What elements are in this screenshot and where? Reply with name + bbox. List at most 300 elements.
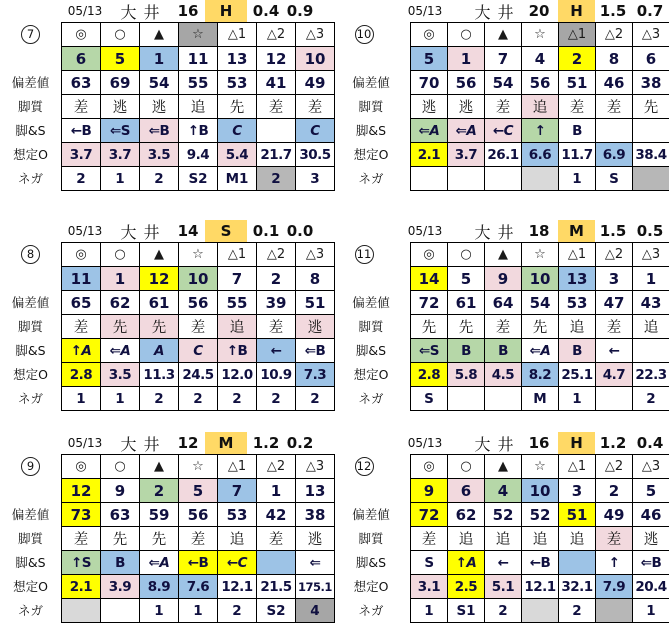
kyaku-s-cell: ⇐B	[633, 551, 669, 575]
marks-cell: ▲	[485, 243, 522, 267]
hensachi-cell: 47	[596, 291, 633, 315]
nega-cell: 1	[101, 167, 140, 191]
kyakushitsu-cell: 差	[62, 315, 101, 339]
race-table-10	[335, 0, 669, 192]
kyaku-s-cell: ←B	[62, 119, 101, 143]
header-pace-badge: M	[558, 220, 595, 242]
horse-number-cell: 3	[596, 267, 633, 291]
hensachi-cell: 56	[179, 503, 218, 527]
horse-number-cell: 11	[62, 267, 101, 291]
kyakushitsu-cell: 差	[179, 315, 218, 339]
marks-cell: ☆	[522, 455, 559, 479]
marks-cell: ◎	[62, 23, 101, 47]
soutei-o-cell: 20.4	[633, 575, 669, 599]
horse-number-cell: 1	[633, 267, 669, 291]
nega-cell: 1	[179, 599, 218, 623]
race-number	[0, 454, 61, 478]
row-label-kyaku-s: 脚&S	[355, 555, 387, 570]
horse-number-cell: 6	[62, 47, 101, 71]
header-head-count: 18	[528, 222, 550, 240]
hensachi-cell: 69	[101, 71, 140, 95]
header-date: 05/13	[67, 4, 103, 18]
race-number-text: 8	[21, 245, 40, 264]
header-date: 05/13	[407, 436, 443, 450]
row-label-nega: ネガ	[358, 603, 384, 618]
soutei-o-cell: 6.6	[522, 143, 559, 167]
soutei-o-cell: 7.3	[296, 363, 335, 387]
marks-cell: △3	[633, 243, 669, 267]
hensachi-cell: 65	[62, 291, 101, 315]
horse-number-cell: 6	[633, 47, 669, 71]
hensachi-cell: 55	[218, 291, 257, 315]
soutei-o-cell: 9.4	[179, 143, 218, 167]
header-track-name: 大井	[120, 222, 167, 242]
kyaku-s-cell: ↑S	[62, 551, 101, 575]
kyakushitsu-cell: 先	[411, 315, 448, 339]
kyakushitsu-cell: 追	[522, 95, 559, 119]
kyaku-s-cell	[596, 119, 633, 143]
hensachi-cell: 53	[218, 71, 257, 95]
nega-cell: 1	[62, 387, 101, 411]
race-number	[0, 22, 61, 46]
kyakushitsu-cell: 逃	[296, 527, 335, 551]
race-number	[335, 22, 393, 46]
marks-cell: ▲	[485, 23, 522, 47]
nega-cell	[448, 167, 485, 191]
marks-cell: ▲	[140, 243, 179, 267]
marks-cell: ○	[448, 243, 485, 267]
hensachi-cell: 52	[485, 503, 522, 527]
race-number-text: 7	[21, 25, 40, 44]
header-date: 05/13	[67, 224, 103, 238]
row-label-kyakushitsu: 脚質	[17, 531, 43, 546]
hensachi-cell: 62	[101, 291, 140, 315]
hensachi-cell: 51	[296, 291, 335, 315]
marks-cell: ▲	[485, 455, 522, 479]
kyakushitsu-cell: 差	[62, 95, 101, 119]
header-pace-badge: H	[205, 0, 247, 22]
soutei-o-cell: 6.9	[596, 143, 633, 167]
soutei-o-cell: 175.1	[296, 575, 335, 599]
row-label-kyaku-s: 脚&S	[15, 343, 46, 358]
hensachi-cell: 46	[596, 71, 633, 95]
kyaku-s-cell: ↑A	[62, 339, 101, 363]
race-number-text: 10	[355, 25, 374, 44]
header-track-name: 大井	[120, 2, 167, 22]
horse-number-cell: 7	[218, 479, 257, 503]
kyaku-s-cell: B	[559, 339, 596, 363]
marks-cell: ☆	[522, 23, 559, 47]
hensachi-cell: 54	[485, 71, 522, 95]
kyaku-s-cell: B	[448, 339, 485, 363]
hensachi-cell: 55	[179, 71, 218, 95]
row-label-kyaku-s: 脚&S	[355, 343, 387, 358]
hensachi-cell: 56	[522, 71, 559, 95]
race-number-text: 9	[21, 457, 40, 476]
soutei-o-cell: 2.1	[411, 143, 448, 167]
nega-cell	[596, 599, 633, 623]
kyaku-s-cell: ←	[485, 551, 522, 575]
kyakushitsu-cell: 逃	[633, 527, 669, 551]
marks-cell: △2	[596, 455, 633, 479]
kyakushitsu-cell: 追	[485, 527, 522, 551]
hensachi-cell: 52	[522, 503, 559, 527]
kyakushitsu-cell: 差	[257, 315, 296, 339]
hensachi-cell: 63	[62, 71, 101, 95]
hensachi-cell: 56	[179, 291, 218, 315]
soutei-o-cell: 38.4	[633, 143, 669, 167]
kyaku-s-cell	[257, 119, 296, 143]
race-table-7	[0, 0, 335, 192]
marks-cell: △1	[559, 23, 596, 47]
data-grid	[61, 22, 335, 191]
kyaku-s-cell: ↑A	[448, 551, 485, 575]
soutei-o-cell: 7.9	[596, 575, 633, 599]
horse-number-cell: 14	[411, 267, 448, 291]
kyaku-s-cell: ⇐B	[296, 339, 335, 363]
kyakushitsu-cell: 差	[596, 95, 633, 119]
horse-number-cell: 13	[559, 267, 596, 291]
marks-cell: △3	[296, 243, 335, 267]
hensachi-cell: 42	[257, 503, 296, 527]
header-pace-badge: S	[205, 220, 247, 242]
row-label-nega: ネガ	[17, 171, 43, 186]
row-label-kyakushitsu: 脚質	[358, 531, 384, 546]
kyaku-s-cell: ⇐A	[448, 119, 485, 143]
soutei-o-cell: 5.8	[448, 363, 485, 387]
kyaku-s-cell: ⇐B	[140, 119, 179, 143]
kyakushitsu-cell: 逃	[101, 95, 140, 119]
row-label-hensachi: 偏差値	[352, 507, 390, 522]
horse-number-cell: 1	[140, 47, 179, 71]
horse-number-cell: 5	[448, 267, 485, 291]
kyaku-s-cell: C	[179, 339, 218, 363]
hensachi-cell: 51	[559, 71, 596, 95]
nega-cell: 1	[411, 599, 448, 623]
horse-number-cell: 5	[633, 479, 669, 503]
row-label-soutei-o: 想定O	[13, 147, 48, 162]
marks-cell: ◎	[62, 243, 101, 267]
soutei-o-cell: 3.7	[448, 143, 485, 167]
soutei-o-cell: 2.1	[62, 575, 101, 599]
marks-cell: △2	[257, 23, 296, 47]
hensachi-cell: 38	[633, 71, 669, 95]
marks-cell: ◎	[411, 243, 448, 267]
marks-cell: △3	[633, 455, 669, 479]
soutei-o-cell: 26.1	[485, 143, 522, 167]
nega-cell: 2	[485, 599, 522, 623]
horse-number-cell: 5	[101, 47, 140, 71]
data-grid	[410, 454, 669, 623]
header-value-1: 0.1	[252, 222, 280, 240]
soutei-o-cell: 8.9	[140, 575, 179, 599]
marks-cell: ○	[101, 243, 140, 267]
kyaku-s-cell: B	[485, 339, 522, 363]
horse-number-cell: 10	[179, 267, 218, 291]
nega-cell: M	[522, 387, 559, 411]
hensachi-cell: 54	[522, 291, 559, 315]
kyakushitsu-cell: 逃	[448, 95, 485, 119]
soutei-o-cell: 8.2	[522, 363, 559, 387]
data-grid	[410, 242, 669, 411]
kyaku-s-cell: ⇐S	[411, 339, 448, 363]
horse-number-cell: 2	[596, 479, 633, 503]
row-label-kyakushitsu: 脚質	[17, 99, 43, 114]
row-label-nega: ネガ	[358, 391, 384, 406]
kyakushitsu-cell: 逃	[411, 95, 448, 119]
kyaku-s-cell	[559, 551, 596, 575]
kyakushitsu-cell: 差	[257, 95, 296, 119]
nega-cell: S2	[179, 167, 218, 191]
race-table-12	[335, 432, 669, 624]
nega-cell: 2	[62, 167, 101, 191]
data-grid	[61, 454, 335, 623]
kyakushitsu-cell: 追	[218, 315, 257, 339]
hensachi-cell: 70	[411, 71, 448, 95]
horse-number-cell: 2	[257, 267, 296, 291]
nega-cell: 2	[179, 387, 218, 411]
horse-number-cell: 13	[296, 479, 335, 503]
soutei-o-cell: 3.5	[140, 143, 179, 167]
soutei-o-cell: 2.5	[448, 575, 485, 599]
race-number	[335, 242, 393, 266]
soutei-o-cell: 12.1	[522, 575, 559, 599]
kyakushitsu-cell: 先	[633, 95, 669, 119]
marks-cell: △1	[218, 455, 257, 479]
kyakushitsu-cell: 追	[559, 315, 596, 339]
horse-number-cell: 6	[448, 479, 485, 503]
nega-cell: S2	[257, 599, 296, 623]
nega-cell: 4	[296, 599, 335, 623]
hensachi-cell: 72	[411, 291, 448, 315]
kyakushitsu-cell: 差	[485, 315, 522, 339]
kyakushitsu-cell: 差	[596, 527, 633, 551]
race-table-11	[335, 220, 669, 412]
nega-cell: 2	[257, 387, 296, 411]
header-pace-badge: H	[558, 432, 595, 454]
header-value-2: 0.2	[286, 434, 314, 452]
header-date: 05/13	[67, 436, 103, 450]
nega-cell: 3	[296, 167, 335, 191]
horse-number-cell: 13	[218, 47, 257, 71]
row-label-hensachi: 偏差値	[11, 75, 50, 90]
row-label-kyaku-s: 脚&S	[15, 123, 46, 138]
nega-cell	[522, 167, 559, 191]
header-date: 05/13	[407, 224, 443, 238]
race-number-text: 12	[355, 457, 374, 476]
row-label-kyakushitsu: 脚質	[358, 99, 384, 114]
soutei-o-cell: 25.1	[559, 363, 596, 387]
horse-number-cell: 5	[411, 47, 448, 71]
kyakushitsu-cell: 先	[218, 95, 257, 119]
row-label-soutei-o: 想定O	[13, 367, 48, 382]
hensachi-cell: 49	[296, 71, 335, 95]
kyakushitsu-cell: 差	[596, 315, 633, 339]
hensachi-cell: 49	[596, 503, 633, 527]
race-number-text: 11	[355, 245, 374, 264]
soutei-o-cell: 4.7	[596, 363, 633, 387]
kyaku-s-cell: ⇐A	[140, 551, 179, 575]
data-grid	[410, 22, 669, 191]
kyakushitsu-cell: 差	[296, 95, 335, 119]
hensachi-cell: 51	[559, 503, 596, 527]
horse-number-cell: 5	[179, 479, 218, 503]
nega-cell: 1	[559, 167, 596, 191]
horse-number-cell: 8	[596, 47, 633, 71]
kyakushitsu-cell: 先	[140, 315, 179, 339]
nega-cell	[485, 387, 522, 411]
kyaku-s-cell: ←	[596, 339, 633, 363]
horse-number-cell: 7	[218, 267, 257, 291]
horse-number-cell: 3	[559, 479, 596, 503]
header-pace-badge: H	[558, 0, 595, 22]
horse-number-cell: 12	[62, 479, 101, 503]
nega-cell	[62, 599, 101, 623]
hensachi-cell: 54	[140, 71, 179, 95]
kyaku-s-cell: ⇐S	[101, 119, 140, 143]
kyaku-s-cell: ⇐A	[522, 339, 559, 363]
marks-cell: △2	[596, 243, 633, 267]
row-label-kyakushitsu: 脚質	[17, 319, 43, 334]
horse-number-cell: 12	[257, 47, 296, 71]
soutei-o-cell: 32.1	[559, 575, 596, 599]
soutei-o-cell: 2.8	[411, 363, 448, 387]
horse-number-cell: 10	[296, 47, 335, 71]
race-table-9	[0, 432, 335, 624]
horse-number-cell: 9	[411, 479, 448, 503]
nega-cell: 1	[633, 599, 669, 623]
row-label-soutei-o: 想定O	[13, 579, 48, 594]
kyaku-s-cell: ←C	[485, 119, 522, 143]
row-label-soutei-o: 想定O	[353, 367, 389, 382]
hensachi-cell: 61	[448, 291, 485, 315]
nega-cell: S	[596, 167, 633, 191]
row-label-nega: ネガ	[17, 603, 43, 618]
horse-number-cell: 11	[179, 47, 218, 71]
kyakushitsu-cell: 先	[101, 527, 140, 551]
nega-cell: M1	[218, 167, 257, 191]
nega-cell: 2	[257, 167, 296, 191]
header-value-2: 0.9	[286, 2, 314, 20]
kyakushitsu-cell: 追	[179, 95, 218, 119]
kyaku-s-cell	[633, 119, 669, 143]
nega-cell: 2	[218, 387, 257, 411]
horse-number-cell: 2	[140, 479, 179, 503]
soutei-o-cell: 3.1	[411, 575, 448, 599]
nega-cell	[411, 167, 448, 191]
row-label-nega: ネガ	[17, 391, 43, 406]
soutei-o-cell: 21.5	[257, 575, 296, 599]
marks-cell: ○	[448, 23, 485, 47]
marks-cell: ☆	[179, 455, 218, 479]
marks-cell: ◎	[62, 455, 101, 479]
header-value-1: 0.4	[252, 2, 280, 20]
soutei-o-cell: 3.5	[101, 363, 140, 387]
nega-cell: 1	[559, 387, 596, 411]
hensachi-cell: 41	[257, 71, 296, 95]
kyaku-s-cell: B	[101, 551, 140, 575]
marks-cell: △1	[559, 455, 596, 479]
marks-cell: △2	[257, 455, 296, 479]
marks-cell: △2	[257, 243, 296, 267]
nega-cell: S	[411, 387, 448, 411]
hensachi-cell: 38	[296, 503, 335, 527]
kyaku-s-cell: B	[559, 119, 596, 143]
soutei-o-cell: 3.9	[101, 575, 140, 599]
nega-cell: 2	[218, 599, 257, 623]
marks-cell: △1	[218, 243, 257, 267]
marks-cell: ◎	[411, 455, 448, 479]
soutei-o-cell: 4.5	[485, 363, 522, 387]
kyakushitsu-cell: 追	[218, 527, 257, 551]
nega-cell: 1	[101, 387, 140, 411]
horse-number-cell: 9	[101, 479, 140, 503]
race-table-8	[0, 220, 335, 412]
marks-cell: ○	[101, 455, 140, 479]
soutei-o-cell: 21.7	[257, 143, 296, 167]
header-head-count: 14	[177, 222, 199, 240]
hensachi-cell: 64	[485, 291, 522, 315]
soutei-o-cell: 11.3	[140, 363, 179, 387]
kyaku-s-cell: ⇐	[296, 551, 335, 575]
kyakushitsu-cell: 追	[559, 527, 596, 551]
nega-cell	[633, 167, 669, 191]
header-track-name: 大井	[474, 434, 521, 454]
kyaku-s-cell: ↑B	[218, 339, 257, 363]
kyaku-s-cell: S	[411, 551, 448, 575]
horse-number-cell: 9	[485, 267, 522, 291]
horse-number-cell: 1	[448, 47, 485, 71]
soutei-o-cell: 3.7	[101, 143, 140, 167]
kyakushitsu-cell: 先	[101, 315, 140, 339]
hensachi-cell: 63	[101, 503, 140, 527]
kyakushitsu-cell: 差	[485, 95, 522, 119]
soutei-o-cell: 12.1	[218, 575, 257, 599]
row-label-soutei-o: 想定O	[353, 579, 389, 594]
soutei-o-cell: 10.9	[257, 363, 296, 387]
hensachi-cell: 53	[559, 291, 596, 315]
soutei-o-cell: 5.1	[485, 575, 522, 599]
hensachi-cell: 46	[633, 503, 669, 527]
nega-cell	[485, 167, 522, 191]
nega-cell: 2	[559, 599, 596, 623]
row-label-hensachi: 偏差値	[11, 295, 50, 310]
horse-number-cell: 1	[257, 479, 296, 503]
marks-cell: ▲	[140, 455, 179, 479]
kyaku-s-cell: ←C	[218, 551, 257, 575]
header-pace-badge: M	[205, 432, 247, 454]
kyakushitsu-cell: 逃	[140, 95, 179, 119]
header-track-name: 大井	[120, 434, 167, 454]
marks-cell: ◎	[411, 23, 448, 47]
horse-number-cell: 8	[296, 267, 335, 291]
horse-number-cell: 10	[522, 267, 559, 291]
hensachi-cell: 56	[448, 71, 485, 95]
row-label-soutei-o: 想定O	[353, 147, 389, 162]
kyaku-s-cell	[633, 339, 669, 363]
horse-number-cell: 7	[485, 47, 522, 71]
nega-cell: 2	[296, 387, 335, 411]
kyaku-s-cell: C	[296, 119, 335, 143]
hensachi-cell: 73	[62, 503, 101, 527]
race-number	[0, 242, 61, 266]
soutei-o-cell: 2.8	[62, 363, 101, 387]
kyaku-s-cell: A	[140, 339, 179, 363]
marks-cell: △3	[633, 23, 669, 47]
soutei-o-cell: 22.3	[633, 363, 669, 387]
header-date: 05/13	[407, 4, 443, 18]
nega-cell: 2	[140, 167, 179, 191]
